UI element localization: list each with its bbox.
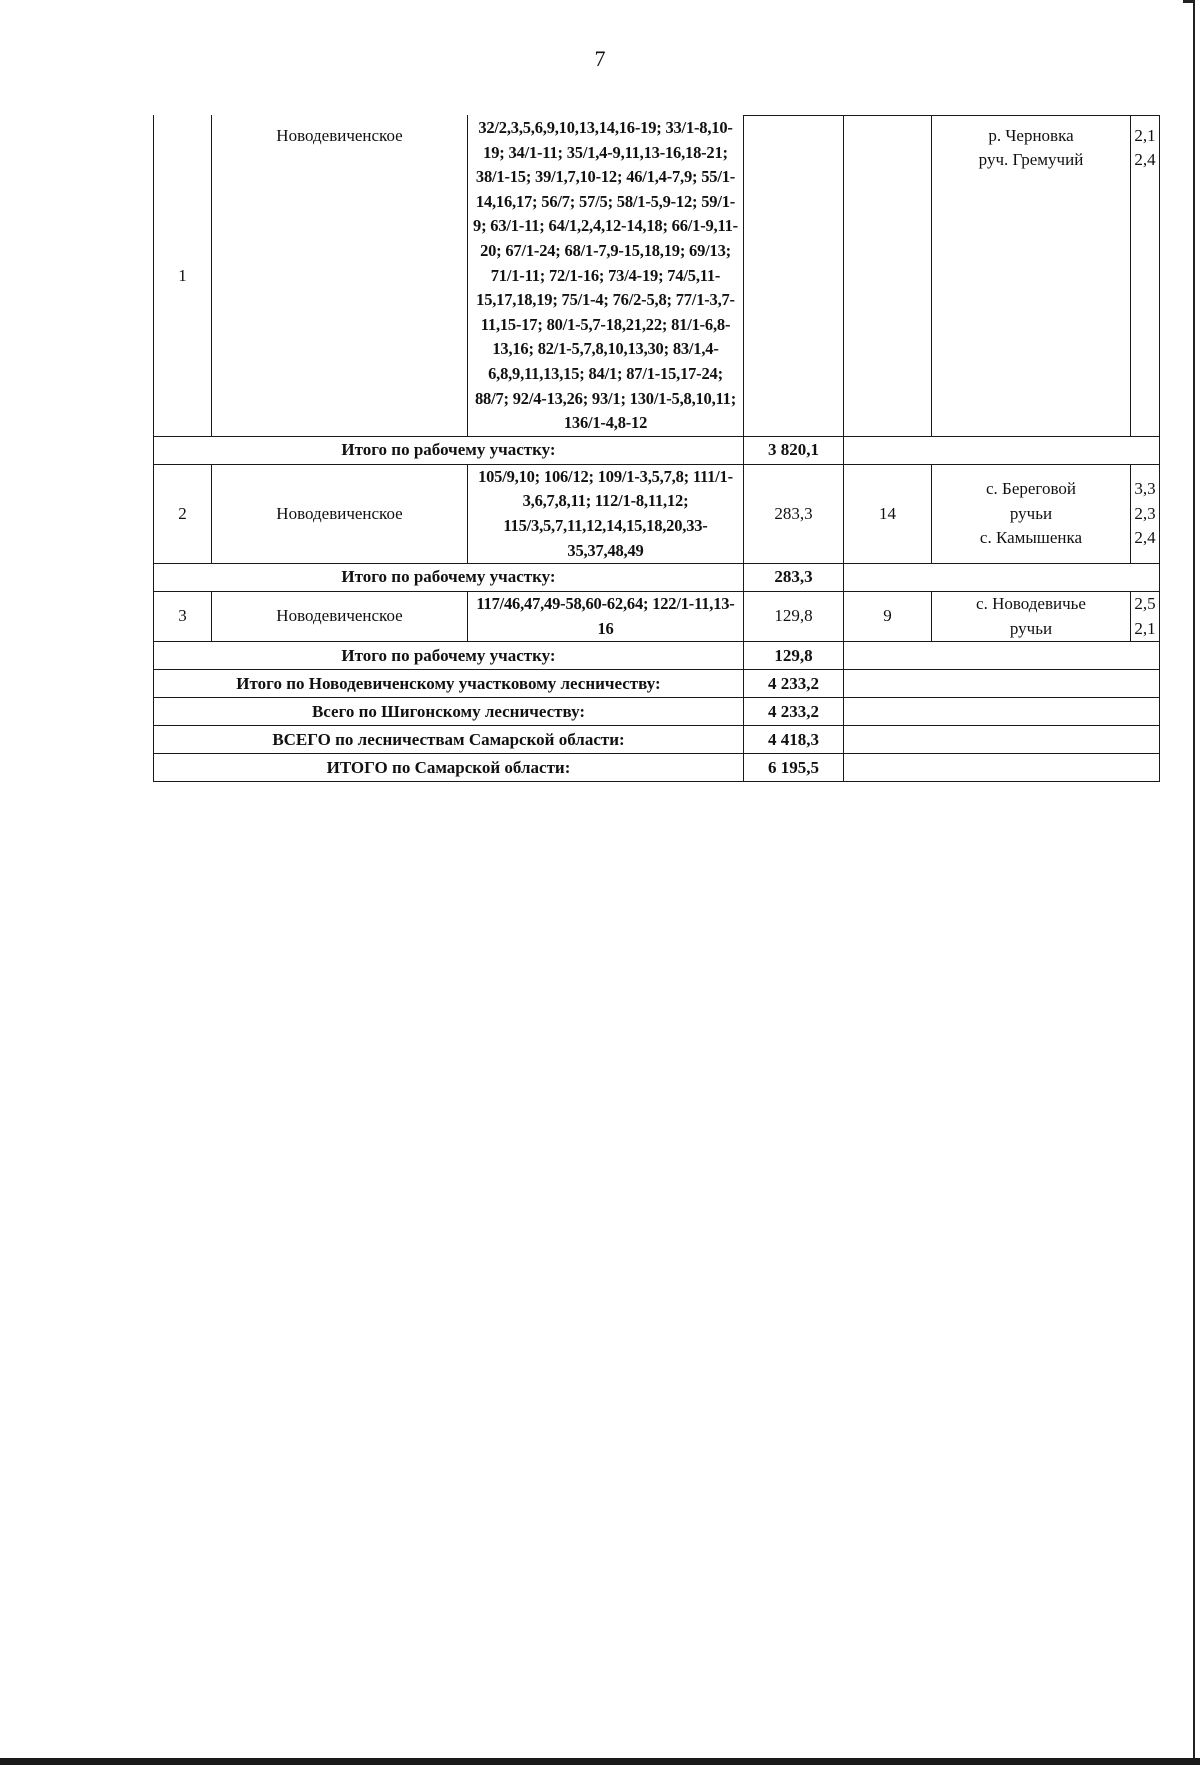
water-width: 2,1 [1134, 618, 1156, 638]
plot-count [844, 116, 932, 437]
subtotal-row [154, 642, 1160, 670]
page-number: 7 [594, 46, 606, 71]
subtotal-blank [844, 642, 1160, 670]
forestry-name: Новодевиченское [212, 592, 468, 642]
scan-bottom-edge [0, 1758, 1200, 1765]
scan-top-mark [1183, 0, 1195, 3]
total-label: ВСЕГО по лесничествам Самарской области: [154, 726, 744, 754]
total-row [154, 726, 1160, 754]
total-blank [844, 726, 1160, 754]
water-object: ручьи [1009, 618, 1053, 638]
total-label: Итого по Новодевиченскому участковому лесничеству: [154, 670, 744, 698]
plot-area: 129,8 [744, 592, 844, 642]
total-blank [844, 754, 1160, 782]
total-value: 4 233,2 [744, 670, 844, 698]
plot-number: 3 [154, 592, 212, 642]
subtotal-label: Итого по рабочему участку: [154, 564, 744, 592]
forestry-name: Новодевиченское [212, 464, 468, 563]
table-row [154, 464, 1160, 563]
total-row [154, 698, 1160, 726]
quarter-list: 32/2,3,5,6,9,10,13,14,16-19; 33/1-8,10-19; 34/1-11; 35/1,4-9,11,13-16,18-21; 38/1-15; 39/1,7,10-12; 46/1,4-7,9; 55/1-14,16,17; 56/7; 57/5; 58/1-5,9-12; 59/1-9; 63/1-11; 64/1,2,4,12-14,18; 66/1-9,11-20; 67/1-24; 68/1-7,9-15,18,19; 69/13; 71/1-11; 72/1-16; 73/4-19; 74/5,11-15,17,18,19; 75/1-4; 76/2-5,8; 77/1-3,7-11,15-17; 80/1-5,7-18,21,22; 81/1-6,8-13,16; 82/1-5,7,8,10,13,30; 83/1,4-6,8,9,11,13,15; 84/1; 87/1-15,17-24; 88/7; 92/4-13,26; 93/1; 130/1-5,8,10,11; 136/1-4,8-12 [468, 116, 744, 437]
water-objects [932, 592, 1131, 642]
subtotal-value: 129,8 [744, 642, 844, 670]
water-width: 2,1 [1134, 126, 1156, 145]
subtotal-blank [844, 564, 1160, 592]
subtotal-row [154, 436, 1160, 464]
total-value: 4 233,2 [744, 698, 844, 726]
water-widths [1131, 464, 1160, 563]
plot-number: 1 [154, 116, 212, 437]
table-row [154, 116, 1160, 437]
subtotal-label: Итого по рабочему участку: [154, 436, 744, 464]
total-label: Всего по Шигонскому лесничеству: [154, 698, 744, 726]
total-blank [844, 670, 1160, 698]
scan-right-edge [1193, 0, 1195, 1765]
total-blank [844, 698, 1160, 726]
water-object: с. Новодевичье [976, 594, 1086, 614]
quarter-list: 117/46,47,49-58,60-62,64; 122/1-11,13-16 [468, 592, 744, 642]
plot-number: 2 [154, 464, 212, 563]
quarter-list: 105/9,10; 106/12; 109/1-3,5,7,8; 111/1-3,6,7,8,11; 112/1-8,11,12; 115/3,5,7,11,12,14,15,18,20,33-35,37,48,49 [468, 464, 744, 563]
water-object: р. Черновка [988, 126, 1074, 145]
water-object: с. Камышенка [979, 528, 1083, 548]
water-objects [932, 464, 1131, 563]
subtotal-blank [844, 436, 1160, 464]
forest-plots-table [153, 115, 1160, 782]
water-widths [1131, 592, 1160, 642]
subtotal-value: 283,3 [744, 564, 844, 592]
water-object: с. Береговой [986, 479, 1076, 499]
plot-area [744, 116, 844, 437]
water-width: 2,3 [1134, 503, 1156, 523]
water-object: ручьи [1009, 503, 1053, 523]
total-value: 4 418,3 [744, 726, 844, 754]
subtotal-row [154, 564, 1160, 592]
forestry-name: Новодевиченское [212, 116, 468, 437]
water-object: руч. Гремучий [978, 150, 1084, 170]
total-label: ИТОГО по Самарской области: [154, 754, 744, 782]
plot-area: 283,3 [744, 464, 844, 563]
water-objects [932, 116, 1131, 437]
water-width: 2,4 [1134, 150, 1156, 170]
plot-count: 9 [844, 592, 932, 642]
subtotal-label: Итого по рабочему участку: [154, 642, 744, 670]
water-width: 2,5 [1134, 594, 1156, 614]
plot-count: 14 [844, 464, 932, 563]
total-value: 6 195,5 [744, 754, 844, 782]
total-row [154, 754, 1160, 782]
table-row [154, 592, 1160, 642]
water-width: 3,3 [1134, 479, 1156, 499]
subtotal-value: 3 820,1 [744, 436, 844, 464]
water-widths [1131, 116, 1160, 437]
total-row [154, 670, 1160, 698]
water-width: 2,4 [1134, 528, 1156, 548]
